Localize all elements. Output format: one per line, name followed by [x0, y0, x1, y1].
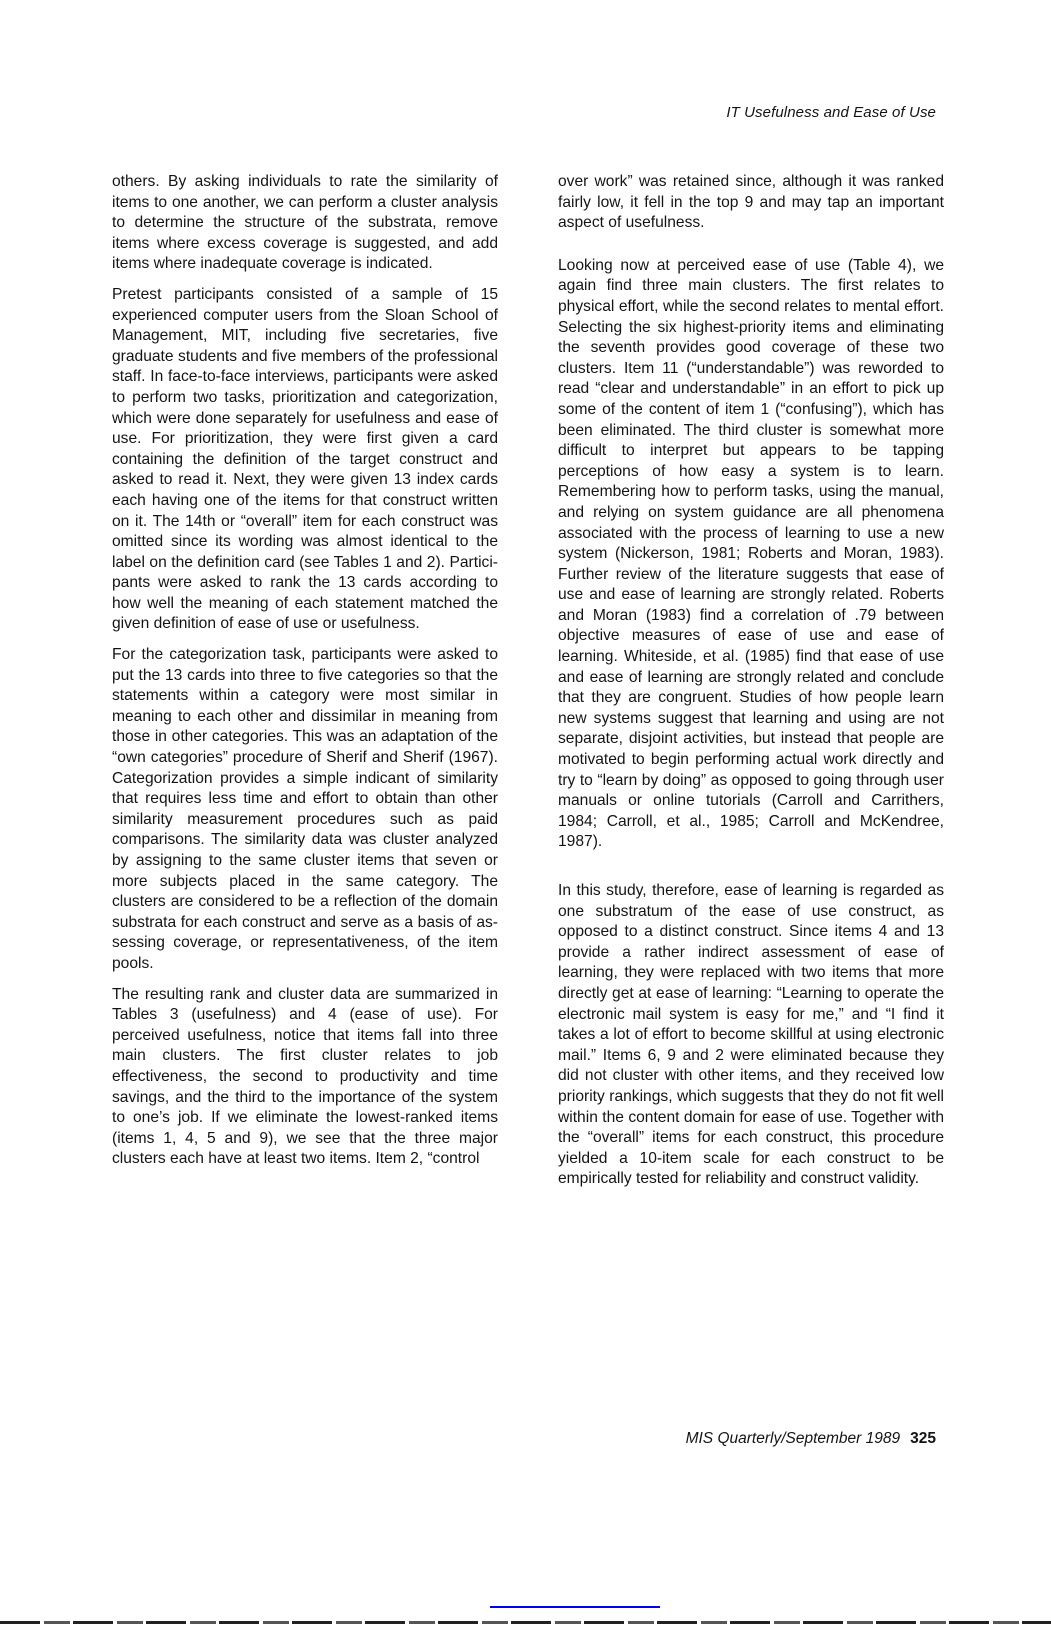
page-number: 325: [910, 1430, 936, 1447]
paragraph: The resulting rank and cluster data are summarized in Tables 3 (usefulness) and 4 (ease of use). For perceived usefulness, notice that items fall into three main clusters. The first cluster relates to job effectiveness, the second to productivity and time savings, and the third to the importance of the system to one’s job. If we eliminate the lowest-ranked items (items 1, 4, 5 and 9), we see that the three major clusters each have at least two items. Item 2, “control: [112, 985, 498, 1168]
paragraph: others. By asking individuals to rate the similarity of items to one another, we can perform a cluster analysis to determine the structure of the substrata, remove items where excess coverage is suggested, and add items where inadequate coverage is indicated.: [112, 173, 498, 273]
running-head-title: IT Usefulness and Ease of Use: [726, 104, 936, 121]
page-footer: [686, 1430, 936, 1448]
right-column: [558, 172, 944, 1200]
journal-citation: MIS Quarterly/September 1989: [685, 1430, 901, 1447]
paragraph: In this study, therefore, ease of learning is regarded as one substratum of the ease of use construct, as opposed to a distinct construct. Since items 4 and 13 provide a rather indirect assessment of ease of learning, they were replaced with two items that more directly get at ease of learning: “Learning to operate the electronic mail system is easy for me,” and “I find it takes a lot of effort to become skillful at using electronic mail.” Items 6, 9 and 2 were eliminated because they did not cluster with other items, and they received low priority rankings, which suggests that they do not fit well within the content domain for ease of use. Together with the “overall” items for each construct, this procedure yielded a 10-item scale for each construct to be empirically tested for reliability and construct validity.: [558, 882, 944, 1188]
left-column: [112, 172, 498, 1180]
paragraph: Looking now at perceived ease of use (Table 4), we again find three main clusters. The first relates to physical effort, while the second relates to mental effort. Selecting the six highest-priority items and eliminating the seventh provides good coverage of these two clusters. Item 11 (“understandable”) was reworded to read “clear and understandable” in an effort to pick up some of the content of item 1 (“confusing”), which has been eliminated. The third cluster is somewhat more difficult to interpret but appears to be tapping perceptions of how easy a system is to learn. Remembering how to perform tasks, using the manual, and relying on system guidance are all phenomena associated with the process of learning to use a new system (Nickerson, 1981; Roberts and Moran, 1983). Further review of the literature suggests that ease of use and ease of learning are strongly related. Roberts and Moran (1983) find a correlation of .79 between objective measures of ease of use and ease of learning. Whiteside, et al. (1985) find that ease of use and ease of learning are strongly related and conclude that they are congruent. Studies of how people learn new systems suggest that learning and using are not separate, disjoint activities, but instead that people are motivated to begin performing actual work directly and try to “learn by doing” as opposed to going through user manuals or online tutorials (Carroll and Carrithers, 1984; Carroll, et al., 1985; Carroll and McKendree, 1987).: [558, 256, 944, 851]
link-underline[interactable]: [490, 1606, 660, 1608]
paragraph: For the categorization task, participants were asked to put the 13 cards into three to five categories so that the statements within a category were most similar in meaning to each other and dissimilar in meaning from those in other categories. This was an adaptation of the “own categories” procedure of Sherif and Sherif (1967). Categorization provides a simple indicant of similarity that requires less time and effort to obtain than other similarity measurement procedures such as paid comparisons. The similarity data was cluster analyzed by assigning to the same cluster items that seven or more subjects placed in the same category. The clusters are considered to be a reflection of the domain substrata for each construct and serve as a basis of assessing coverage, or representativeness, of the item pools.: [112, 646, 498, 972]
paragraph: over work” was retained since, although it was ranked fairly low, it fell in the top 9 and may tap an important aspect of usefulness.: [558, 173, 944, 232]
scan-edge-divider: [0, 1621, 1051, 1624]
paragraph: Pretest participants consisted of a sample of 15 experienced computer users from the Sloan School of Management, MIT, including five secretaries, five graduate students and five members of the professional staff. In face-to-face interviews, participants were asked to perform two tasks, prioritization and categorization, which were done separately for usefulness and ease of use. For prioritization, they were first given a card containing the definition of the target construct and asked to read it. Next, they were given 13 index cards each having one of the items for that construct written on it. The 14th or “overall” item for each construct was omitted since its wording was almost identical to the label on the definition card (see Tables 1 and 2). Participants were asked to rank the 13 cards according to how well the meaning of each statement matched the given definition of ease of use or usefulness.: [112, 285, 498, 633]
